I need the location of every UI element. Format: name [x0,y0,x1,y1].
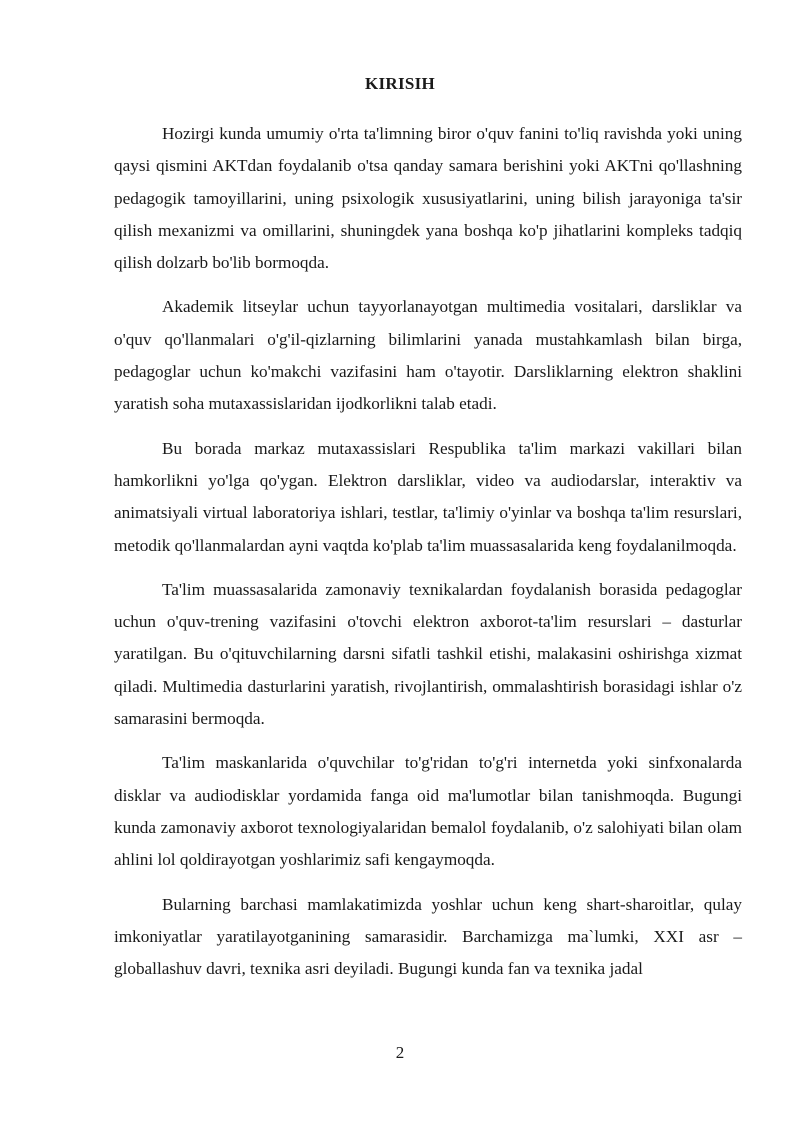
page-title: KIRISIH [364,74,436,93]
paragraph: Bu borada markaz mutaxassislari Respublika ta'lim markazi vakillari bilan hamkorlikni yo'lga qo'ygan. Elektron darsliklar, video va audiodarslar, interaktiv va animatsiyali virtual laboratoriya ishlari, testlar, ta'limiy o'yinlar va boshqa ta'lim resurslari, metodik qo'llanmalardan ayni vaqtda ko'plab ta'lim muassasalarida keng foydalanilmoqda. [114,438,742,555]
paragraph: Ta'lim maskanlarida o'quvchilar to'g'ridan to'g'ri internetda yoki sinfxonalarda disklar va audiodisklar yordamida fanga oid ma'lumotlar bilan tanishmoqda. Bugungi kunda zamonaviy axborot texnologiyalaridan bemalol foydalanib, o'z salohiyati bilan olam ahlini lol qoldirayotgan yoshlarimiz safi kengaymoqda. [114,753,742,870]
paragraph: Akademik litseylar uchun tayyorlanayotgan multimedia vositalari, darsliklar va o'quv qo'llanmalari o'g'il-qizlarning bilimlarini yanada mustahkamlash bilan birga, pedagoglar uchun ko'makchi vazifasini ham o'tayotir. Darsliklarning elektron shaklini yaratish soha mutaxassislaridan ijodkorlikni talab etadi. [114,297,742,414]
paragraph: Hozirgi kunda umumiy o'rta ta'limning biror o'quv fanini to'liq ravishda yoki uning qaysi qismini AKTdan foydalanib o'tsa qanday samara berishini yoki AKTni qo'llashning pedagogik tamoyillarini, uning psixologik xususiyatlarini, uning bilish jarayoniga ta'sir qilish mexanizmi va omillarini, shuningdek yana boshqa ko'p jihatlarini kompleks tadqiq qilish dolzarb bo'lib bormoqda. [114,124,742,273]
paragraph: Bularning barchasi mamlakatimizda yoshlar uchun keng shart-sharoitlar, qulay imkoniyatlar yaratilayotganining samarasidir. Barchamizga ma`lumki, XXI asr – globallashuv davri, texnika asri deyiladi. Bugungi kunda fan va texnika jadal [114,894,742,979]
page-number: 2 [395,1043,405,1062]
body-text [114,118,742,997]
paragraph: Ta'lim muassasalarida zamonaviy texnikalardan foydalanish borasida pedagoglar uchun o'quv-trening vazifasini o'tovchi elektron axborot-ta'lim resurslari – dasturlar yaratilgan. Bu o'qituvchilarning darsni sifatli tashkil etishi, malakasini oshirishga xizmat qiladi. Multimedia dasturlarini yaratish, rivojlantirish, ommalashtirish borasidagi ishlar o'z samarasini bermoqda. [114,579,742,729]
